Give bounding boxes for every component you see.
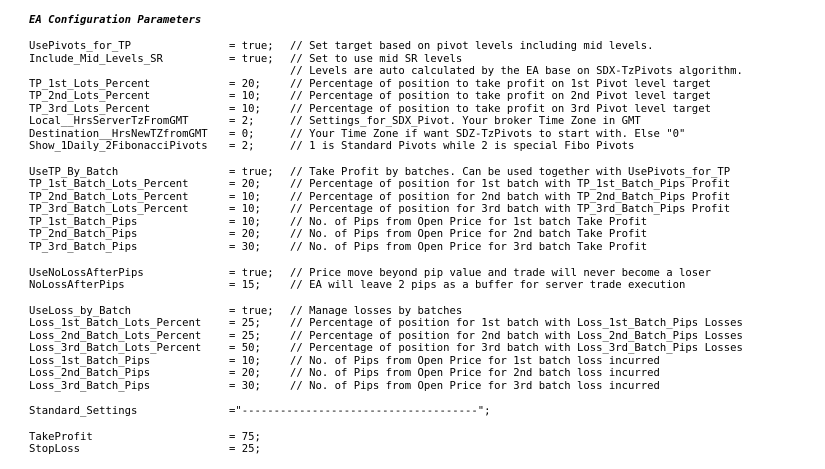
parameter-value: = true; <box>229 166 274 178</box>
parameter-name: TP_1st_Lots_Percent <box>29 78 151 90</box>
parameter-value: = 20; <box>229 178 261 190</box>
parameter-value: = 15; <box>229 279 261 291</box>
parameter-value: = 10; <box>229 216 261 228</box>
parameter-comment: // Percentage of position for 2nd batch with Loss_2nd_Batch_Pips Losses <box>290 330 743 342</box>
parameter-value: = 10; <box>229 191 261 203</box>
parameter-comment: // Set target based on pivot levels including mid levels. <box>290 40 654 52</box>
page-title: EA Configuration Parameters <box>29 14 202 26</box>
parameter-comment: // Settings_for_SDX_Pivot. Your broker Time Zone in GMT <box>290 115 641 127</box>
parameter-name: UseNoLossAfterPips <box>29 267 144 279</box>
parameter-name: Loss_3rd_Batch_Lots_Percent <box>29 342 202 354</box>
parameter-comment: // No. of Pips from Open Price for 3rd batch Take Profit <box>290 241 648 253</box>
parameter-comment: // Percentage of position to take profit on 3rd Pivot level target <box>290 103 711 115</box>
parameter-comment: // Percentage of position for 3rd batch with TP_3rd_Batch_Pips Profit <box>290 203 731 215</box>
parameter-value: = 0; <box>229 128 255 140</box>
parameter-value: = 20; <box>229 228 261 240</box>
parameter-name: StopLoss <box>29 443 81 455</box>
parameter-value: ="-------------------------------------"; <box>229 405 491 417</box>
parameter-comment: // Your Time Zone if want SDZ-TzPivots to start with. Else "0" <box>290 128 686 140</box>
parameter-name: Destination__HrsNewTZfromGMT <box>29 128 208 140</box>
parameter-value: = 50; <box>229 342 261 354</box>
parameter-name: Loss_1st_Batch_Pips <box>29 355 151 367</box>
parameter-comment: // Set to use mid SR levels <box>290 53 463 65</box>
parameter-name: TP_3rd_Batch_Lots_Percent <box>29 203 189 215</box>
parameter-comment: // Manage losses by batches <box>290 305 463 317</box>
parameter-value: = 2; <box>229 140 255 152</box>
parameter-comment: // Percentage of position for 2nd batch with TP_2nd_Batch_Pips Profit <box>290 191 731 203</box>
parameter-name: Standard_Settings <box>29 405 138 417</box>
parameter-value: = 10; <box>229 355 261 367</box>
parameter-name: UsePivots_for_TP <box>29 40 132 52</box>
parameter-name: TP_3rd_Batch_Pips <box>29 241 138 253</box>
parameter-comment: // No. of Pips from Open Price for 1st batch loss incurred <box>290 355 660 367</box>
parameter-name: UseLoss_by_Batch <box>29 305 132 317</box>
parameter-comment: // No. of Pips from Open Price for 1st batch Take Profit <box>290 216 648 228</box>
parameter-value: = 10; <box>229 90 261 102</box>
parameter-name: Include_Mid_Levels_SR <box>29 53 163 65</box>
parameter-value: = 10; <box>229 103 261 115</box>
parameter-value: = 10; <box>229 203 261 215</box>
parameter-name: TP_3rd_Lots_Percent <box>29 103 151 115</box>
parameter-comment: // No. of Pips from Open Price for 3rd batch loss incurred <box>290 380 660 392</box>
parameter-comment: // Percentage of position for 1st batch with Loss_1st_Batch_Pips Losses <box>290 317 743 329</box>
parameter-comment: // No. of Pips from Open Price for 2nd batch loss incurred <box>290 367 660 379</box>
parameter-comment: // No. of Pips from Open Price for 2nd batch Take Profit <box>290 228 648 240</box>
parameter-comment: // Percentage of position to take profit on 2nd Pivot level target <box>290 90 711 102</box>
parameter-value: = true; <box>229 305 274 317</box>
parameter-comment: // Price move beyond pip value and trade will never become a loser <box>290 267 711 279</box>
parameter-name: Loss_2nd_Batch_Lots_Percent <box>29 330 202 342</box>
parameter-name: TP_2nd_Lots_Percent <box>29 90 151 102</box>
parameter-value: = 30; <box>229 380 261 392</box>
parameter-name: TP_2nd_Batch_Lots_Percent <box>29 191 189 203</box>
parameter-value: = 25; <box>229 443 261 455</box>
parameter-comment: // Take Profit by batches. Can be used together with UsePivots_for_TP <box>290 166 731 178</box>
parameter-name: UseTP_By_Batch <box>29 166 119 178</box>
parameter-comment: // Percentage of position to take profit on 1st Pivot level target <box>290 78 711 90</box>
parameter-name: TP_1st_Batch_Pips <box>29 216 138 228</box>
parameter-name: Loss_3rd_Batch_Pips <box>29 380 151 392</box>
parameter-comment: // 1 is Standard Pivots while 2 is special Fibo Pivots <box>290 140 635 152</box>
parameter-value: = true; <box>229 267 274 279</box>
parameter-value: = true; <box>229 53 274 65</box>
parameter-name: NoLossAfterPips <box>29 279 125 291</box>
parameter-comment: // Percentage of position for 3rd batch with Loss_3rd_Batch_Pips Losses <box>290 342 743 354</box>
parameter-value: = true; <box>229 40 274 52</box>
parameter-comment: // Levels are auto calculated by the EA base on SDX-TzPivots algorithm. <box>290 65 743 77</box>
parameter-value: = 20; <box>229 367 261 379</box>
parameter-name: Show_1Daily_2FibonacciPivots <box>29 140 208 152</box>
parameter-value: = 2; <box>229 115 255 127</box>
parameter-value: = 25; <box>229 330 261 342</box>
parameter-name: TakeProfit <box>29 431 93 443</box>
parameter-name: TP_1st_Batch_Lots_Percent <box>29 178 189 190</box>
parameter-name: Loss_2nd_Batch_Pips <box>29 367 151 379</box>
parameter-name: TP_2nd_Batch_Pips <box>29 228 138 240</box>
parameter-value: = 30; <box>229 241 261 253</box>
parameter-comment: // Percentage of position for 1st batch with TP_1st_Batch_Pips Profit <box>290 178 731 190</box>
parameter-value: = 75; <box>229 431 261 443</box>
parameter-value: = 20; <box>229 78 261 90</box>
parameter-comment: // EA will leave 2 pips as a buffer for server trade execution <box>290 279 686 291</box>
parameter-name: Local__HrsServerTzFromGMT <box>29 115 189 127</box>
parameter-value: = 25; <box>229 317 261 329</box>
parameter-name: Loss_1st_Batch_Lots_Percent <box>29 317 202 329</box>
